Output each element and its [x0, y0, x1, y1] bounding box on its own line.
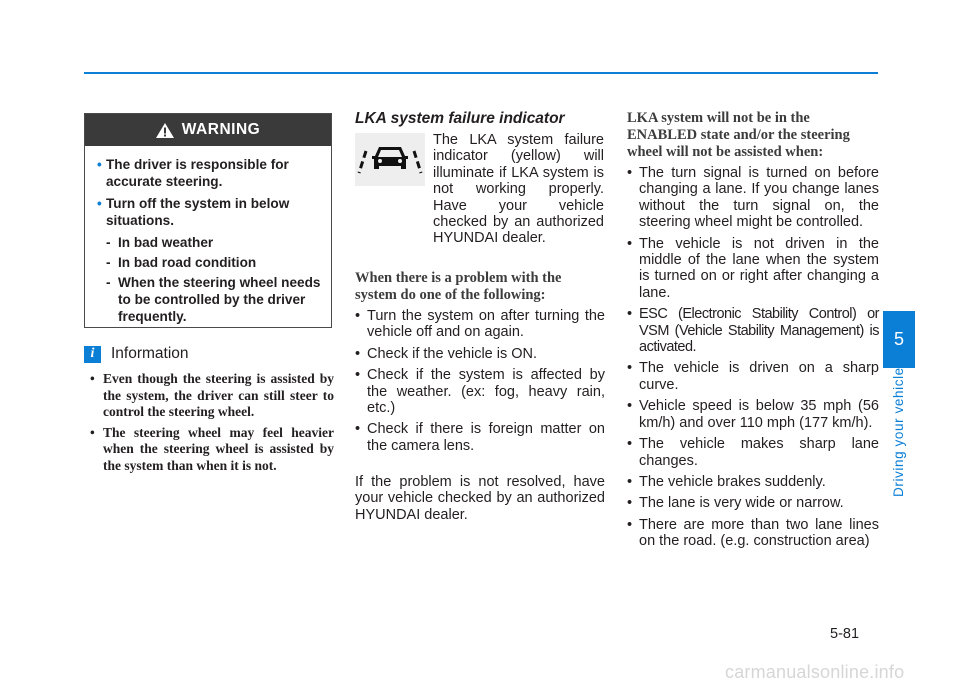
page-number: 5-81: [830, 626, 860, 642]
warning-box: [84, 113, 332, 328]
warning-bullet: • Turn off the system in below situations.: [97, 196, 290, 228]
information-header: [84, 345, 189, 363]
list-item: • The lane is very wide or narrow.: [627, 495, 844, 512]
list-item: • The vehicle brakes suddenly.: [627, 473, 826, 490]
warning-sub-item: - In bad weather: [106, 235, 214, 250]
info-icon: i: [84, 346, 101, 363]
list-item: • The vehicle makes sharp lane changes.: [627, 436, 879, 469]
list-item: • The turn signal is turned on before changing a lane. If you change lanes without the turn signal on, the steering wheel might be controlled.: [627, 165, 879, 231]
list-item: • There are more than two lane lines on the road. (e.g. construction area): [627, 516, 879, 550]
conditions-list: [627, 165, 879, 555]
warning-bullet: • The driver is responsible for accurate steering.: [97, 157, 289, 189]
list-item: • Check if the system is affected by the weather. (ex: fog, heavy rain, etc.): [355, 367, 605, 417]
closing-paragraph: If the problem is not resolved, have your vehicle checked by an authorized HYUNDAI dealer.: [355, 474, 605, 523]
steps-list: [355, 308, 605, 459]
information-title: Information: [111, 345, 189, 362]
warning-header: [85, 114, 331, 146]
list-item: • The vehicle is not driven in the middle of the lane when the system is turned on or right after changing a lane.: [627, 235, 879, 301]
chapter-tab: 5: [883, 311, 915, 368]
header-rule: [84, 72, 878, 74]
list-item: • ESC (Electronic Stability Control) or VSM (Vehicle Stability Management) is activated.: [627, 306, 879, 356]
section-heading: LKA system failure indicator: [355, 110, 565, 127]
information-bullet: • The steering wheel may feel heavier when the steering wheel is assisted by the system than when it is not.: [90, 424, 334, 473]
list-item: • Vehicle speed is below 35 mph (56 km/h) and over 110 mph (177 km/h).: [627, 398, 879, 431]
warning-title: WARNING: [181, 121, 261, 138]
list-item: • The vehicle is driven on a sharp curve.: [627, 360, 879, 393]
not-enabled-heading: LKA system will not be in the ENABLED state and/or the steering wheel will not be assisted when:: [627, 110, 850, 160]
information-list: [90, 371, 334, 479]
failure-indicator-text: The LKA system failure indicator (yellow) will illuminate if LKA system is not working properly. Have your vehicle checked by an authorized HYUNDAI dealer.: [433, 132, 604, 247]
warning-sub-item: - In bad road condition: [106, 255, 257, 270]
watermark: carmanualsonline.info: [725, 662, 905, 682]
list-item: • Turn the system on after turning the vehicle off and on again.: [355, 308, 605, 341]
warning-sub-item: - When the steering wheel needs to be controlled by the driver frequently.: [106, 275, 321, 324]
list-item: • Check if there is foreign matter on the camera lens.: [355, 421, 605, 454]
lka-car-icon: [355, 133, 425, 186]
problem-heading: When there is a problem with the system do one of the following:: [355, 270, 562, 303]
information-bullet: • Even though the steering is assisted by the system, the driver can still steer to control the steering wheel.: [90, 371, 334, 420]
warning-triangle-icon: [156, 123, 174, 138]
list-item: • Check if the vehicle is ON.: [355, 345, 538, 362]
